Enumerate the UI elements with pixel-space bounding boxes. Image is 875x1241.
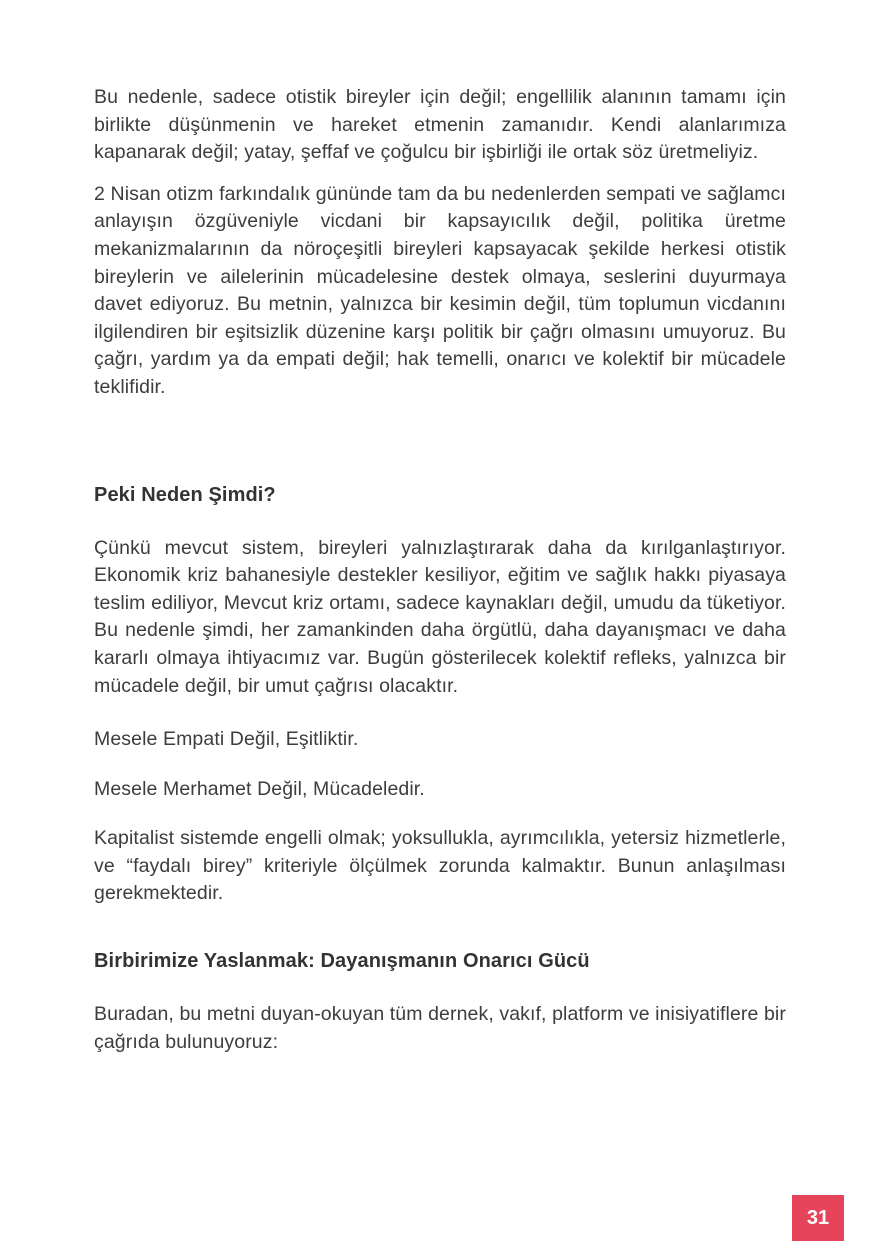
- statement-struggle: Mesele Merhamet Değil, Mücadeledir.: [94, 777, 425, 800]
- heading-why-now: Peki Neden Şimdi?: [94, 483, 276, 506]
- paragraph-current-system: Çünkü mevcut sistem, bireyleri yalnızlaştırarak daha da kırılganlaştırıyor. Ekonomik kriz bahanesiyle destekler kesiliyor, eğitim ve sağlık hakkı piyasaya teslim ediliyor, Mevcut kriz ortamı, sadece kaynakları değil, umudu da tüketiyor. Bu nedenle şimdi, her zamankinden daha örgütlü, daha dayanışmacı ve daha kararlı olmaya ihtiyacımız var. Bugün gösterilecek kolektif refleks, yalnızca bir mücadele değil, bir umut çağrısı olacaktır.: [94, 536, 786, 697]
- paragraph-capitalist-system: Kapitalist sistemde engelli olmak; yoksullukla, ayrımcılıkla, yetersiz hizmetlerle, ve “faydalı birey” kriteriyle ölçülmek zorunda kalmaktır. Bunun anlaşılması gerekmektedir.: [94, 827, 786, 905]
- paragraph-intro: Bu nedenle, sadece otistik bireyler için değil; engellilik alanının tamamı için birlikte düşünmenin ve hareket etmenin zamanıdır. Kendi alanlarımıza kapanarak değil; yatay, şeffaf ve çoğulcu bir işbirliği ile ortak söz üretmeliyiz.: [94, 86, 786, 164]
- heading-leaning-on-each-other: Birbirimize Yaslanmak: Dayanışmanın Onarıcı Gücü: [94, 950, 590, 973]
- statement-equality: Mesele Empati Değil, Eşitliktir.: [94, 728, 359, 751]
- page-number-badge: [792, 1195, 844, 1241]
- page-number: 31: [806, 1206, 830, 1229]
- page-content: [94, 84, 786, 1056]
- spacer: [94, 714, 786, 726]
- paragraph-april-2-call: 2 Nisan otizm farkındalık gününde tam da bu nedenlerden sempati ve sağlamcı anlayışın özgüveniyle vicdani bir kapsayıcılık değil, politika üretme mekanizmalarının da nöroçeşitli bireyleri kapsayacak şekilde herkesi otistik bireylerin ve ailelerinin mücadelesine destek olmaya, seslerini duyurmaya davet ediyoruz. Bu metnin, yalnızca bir kesimin değil, tüm toplumun vicdanını ilgilendiren bir eşitsizlik düzenine karşı politik bir çağrı olmasını umuyoruz. Bu çağrı, yardım ya da empati değil; hak temelli, onarıcı ve kolektif bir mücadele teklifidir.: [94, 182, 786, 398]
- paragraph-call-to-organizations: Buradan, bu metni duyan-okuyan tüm dernek, vakıf, platform ve inisiyatiflere bir çağrıda bulunuyoruz:: [94, 1003, 786, 1053]
- spacer: [94, 416, 786, 442]
